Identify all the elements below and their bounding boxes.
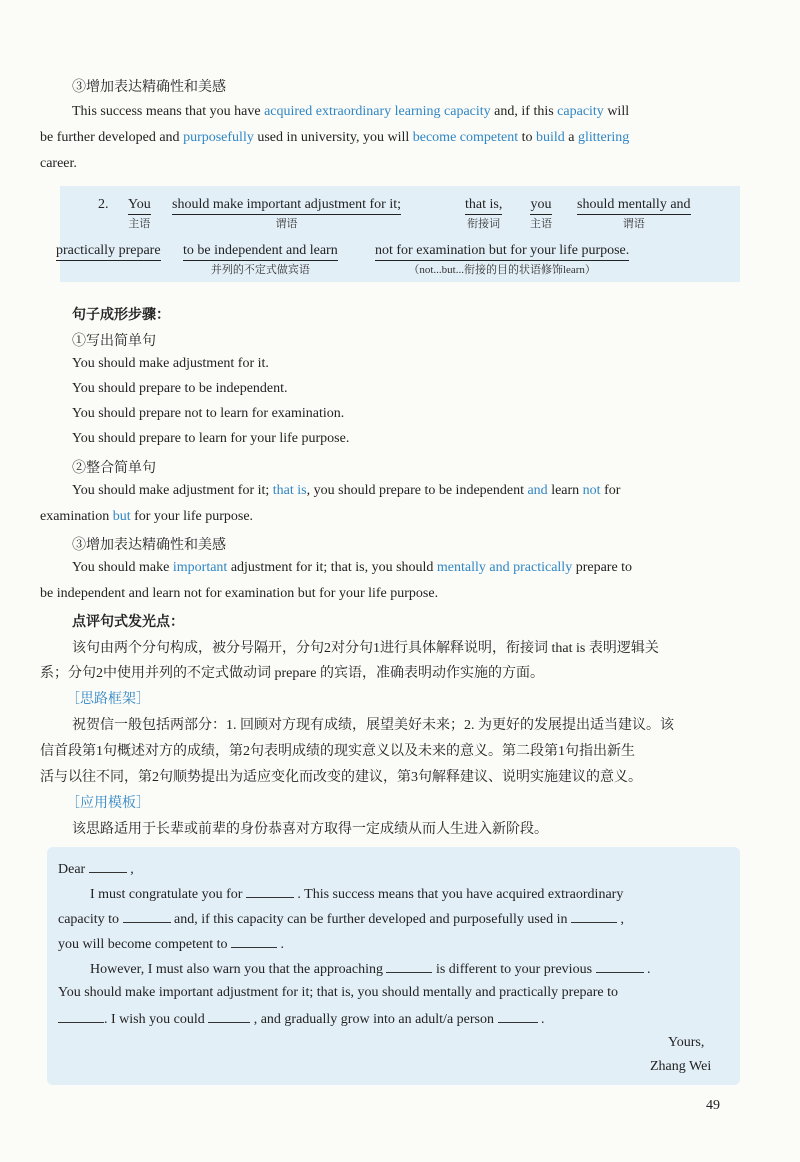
step-2-line: You should make adjustment for it; that is, you should prepare to be independent and learn not for (72, 483, 621, 498)
analysis-number: 2. (98, 197, 109, 212)
analysis-adverbial: not for examination but for your life purpose. （not...but...衔接的目的状语修饰learn） (375, 243, 630, 276)
letter-line: However, I must also warn you that the approaching is different to your previous . (90, 962, 651, 977)
comment-line: 该句由两个分句构成，被分号隔开，分句2对分句1进行具体解释说明，衔接词 that is 表明逻辑关 (72, 641, 659, 656)
text-line: career. (40, 156, 77, 171)
analysis-predicate-1: should make important adjustment for it; 谓语 (172, 197, 402, 230)
step-3-line: You should make important adjustment for it; that is, you should mentally and practically prepare to (72, 560, 633, 575)
letter-line: I must congratulate you for . This success means that you have acquired extraordinary (90, 887, 624, 902)
step-3-heading: ③增加表达精确性和美感 (72, 538, 226, 553)
letter-line: you will become competent to . (58, 937, 285, 952)
comment-title: 点评句式发光点： (72, 615, 184, 630)
analysis-subject-2: you 主语 (530, 197, 552, 230)
step-1-line: You should prepare to be independent. (72, 381, 288, 396)
framework-line: 祝贺信一般包括两部分：1. 回顾对方现有成绩，展望美好未来；2. 为更好的发展提出适当建议。该 (72, 718, 674, 733)
comment-line: 系；分句2中使用并列的不定式做动词 prepare 的宾语，准确表明动作实施的方面。 (40, 666, 544, 681)
analysis-subject-1: You 主语 (128, 197, 151, 230)
letter-line: You should make important adjustment for it; that is, you should mentally and practically prepare to (58, 985, 619, 1000)
steps-title: 句子成形步骤： (72, 308, 170, 323)
step-1-line: You should prepare not to learn for examination. (72, 406, 345, 421)
letter-line: . I wish you could , and gradually grow into an adult/a person . (58, 1010, 545, 1028)
step-3-line: be independent and learn not for examination but for your life purpose. (40, 586, 439, 601)
step-2-line: examination but for your life purpose. (40, 509, 254, 524)
framework-line: 活与以往不同，第2句顺势提出为适应变化而改变的建议，第3句解释建议、说明实施建议的意义。 (40, 770, 642, 785)
page-number: 49 (706, 1098, 720, 1113)
analysis-predicate-cont: practically prepare (56, 243, 161, 261)
letter-signature: Zhang Wei (650, 1059, 712, 1074)
letter-line: capacity to and, if this capacity can be further developed and purposefully used in , (58, 912, 624, 927)
step-1-heading: ①写出简单句 (72, 334, 156, 349)
framework-tag: ［思路框架］ (66, 692, 150, 707)
framework-line: 信首段第1句概述对方的成绩，第2句表明成绩的现实意义以及未来的意义。第二段第1句指出新生 (40, 744, 635, 759)
letter-closing: Yours, (668, 1035, 705, 1050)
analysis-predicate-2: should mentally and 谓语 (577, 197, 691, 230)
text-line: be further developed and purposefully used in university, you will become competent to build a glittering (40, 130, 630, 145)
template-tag: ［应用模板］ (66, 796, 150, 811)
text-line: This success means that you have acquired extraordinary learning capacity and, if this capacity will (72, 104, 630, 119)
step-2-heading: ②整合简单句 (72, 461, 156, 476)
template-intro: 该思路适用于长辈或前辈的身份恭喜对方取得一定成绩从而人生进入新阶段。 (72, 822, 548, 837)
step-1-line: You should make adjustment for it. (72, 356, 269, 371)
step-1-line: You should prepare to learn for your life purpose. (72, 431, 350, 446)
section-heading-precision: ③增加表达精确性和美感 (72, 80, 226, 95)
analysis-connector: that is, 衔接词 (465, 197, 503, 230)
analysis-object: to be independent and learn 并列的不定式做宾语 (183, 243, 338, 276)
letter-salutation: Dear , (58, 862, 134, 877)
